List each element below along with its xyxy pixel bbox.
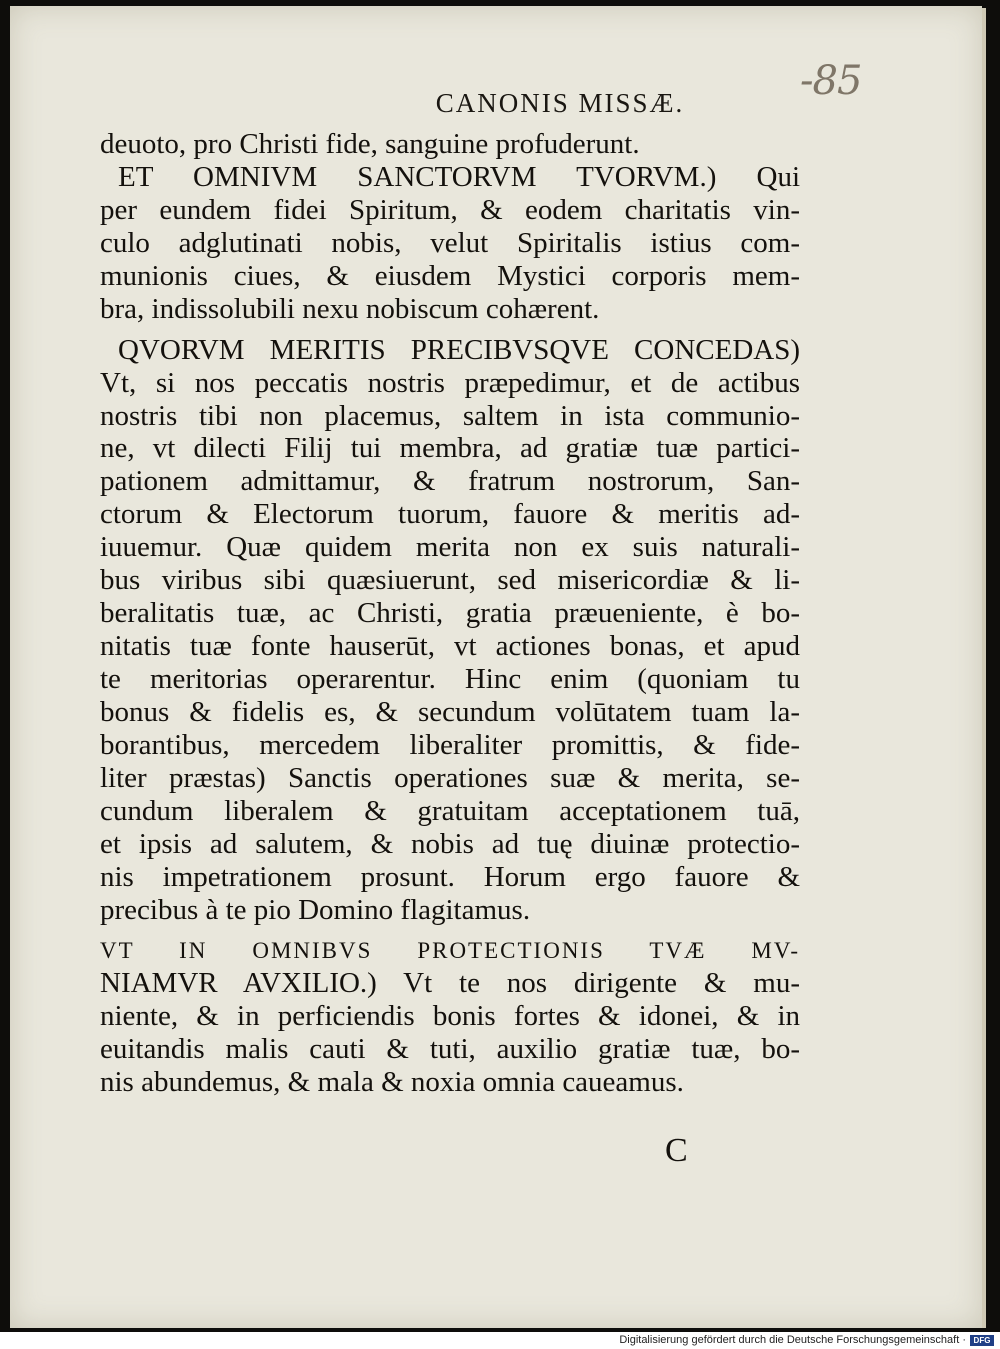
text-line: NIAMVR AVXILIO.) Vt te nos dirigente & mu- (100, 967, 800, 1000)
text-line: bus viribus sibi quæsiuerunt, sed misericordiæ & li- (100, 564, 800, 597)
text-line: borantibus, mercedem liberaliter promittis, & fide- (100, 728, 800, 761)
section-heading-line: QVORVM MERITIS PRECIBVSQVE CONCEDAS) (118, 333, 800, 366)
digitization-footer (0, 1332, 1000, 1349)
section-heading-line: VT IN OMNIBVS PROTECTIONIS TVÆ MV- (100, 937, 800, 963)
text-line: nostris tibi non placemus, saltem in ista communio- (100, 399, 800, 432)
text-line: per eundem fidei Spiritum, & eodem charitatis vin- (100, 193, 800, 226)
text-block (100, 128, 800, 1099)
paragraph-gap (100, 326, 800, 334)
text-line: ne, vt dilecti Filij tui membra, ad gratiæ tuæ partici- (100, 432, 800, 465)
text-line: cundum liberalem & gratuitam acceptationem tuā, (100, 794, 800, 827)
folio-number: -85 (800, 58, 862, 104)
text-line: culo adglutinati nobis, velut Spiritalis istius com- (100, 226, 800, 259)
text-line: te meritorias operarentur. Hinc enim (quoniam tu (100, 663, 800, 695)
signature-mark: C (665, 1132, 688, 1169)
text-line: euitandis malis cauti & tuti, auxilio gratiæ tuæ, bo- (100, 1033, 800, 1066)
text-line: precibus à te pio Domino flagitamus. (100, 893, 531, 926)
text-line: liter præstas) Sanctis operationes suæ & merita, se- (100, 761, 800, 794)
text-line: pationem admittamur, & fratrum nostrorum, San- (100, 465, 800, 498)
text-line: deuoto, pro Christi fide, sanguine profuderunt. (100, 128, 640, 160)
text-line: niente, & in perficiendis bonis fortes & idonei, & in (100, 1000, 800, 1033)
paragraph-gap (100, 927, 800, 935)
text-line: ctorum & Electorum tuorum, fauore & meritis ad- (100, 498, 800, 531)
running-head: CANONIS MISSÆ. (435, 88, 685, 118)
text-line: munionis ciues, & eiusdem Mystici corporis mem- (100, 259, 800, 292)
page-edge (982, 8, 986, 1328)
dfg-logo: DFG (970, 1335, 994, 1346)
text-line: bonus & fidelis es, & secundum volūtatem tuam la- (100, 695, 800, 728)
text-line: nitatis tuæ fonte hauserūt, vt actiones bonas, et apud (100, 630, 800, 663)
text-line: nis impetrationem prosunt. Horum ergo fauore & (100, 860, 800, 893)
text-line: bra, indissolubili nexu nobiscum cohærent. (100, 292, 600, 325)
funding-credit: Digitalisierung gefördert durch die Deutsche Forschungsgemeinschaft · (619, 1334, 966, 1346)
text-line: beralitatis tuæ, ac Christi, gratia præueniente, è bo- (100, 597, 800, 630)
section-heading-line: ET OMNIVM SANCTORVM TVORVM.) Qui (118, 160, 800, 193)
text-line: nis abundemus, & mala & noxia omnia caueamus. (100, 1066, 684, 1099)
text-line: Vt, si nos peccatis nostris præpedimur, et de actibus (100, 366, 800, 399)
text-line: et ipsis ad salutem, & nobis ad tuę diuinæ protectio- (100, 827, 800, 860)
text-line: iuuemur. Quæ quidem merita non ex suis naturali- (100, 531, 800, 564)
